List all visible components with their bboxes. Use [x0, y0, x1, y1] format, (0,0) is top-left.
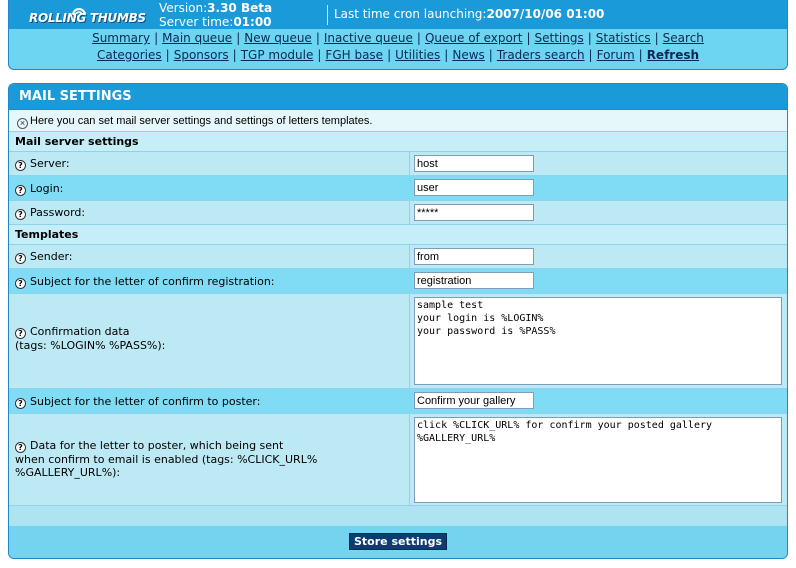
row-confirmation-data: [9, 294, 787, 389]
header-divider: [327, 5, 328, 25]
nav-queue-of-export[interactable]: Queue of export: [424, 31, 523, 45]
subject-registration-label: Subject for the letter of confirm registration:: [30, 275, 275, 288]
confirmation-label: Confirmation data: [30, 325, 130, 338]
nav-traders-search[interactable]: Traders search: [496, 48, 585, 62]
help-icon[interactable]: ?: [15, 185, 26, 196]
confirmation-data-textarea[interactable]: [414, 297, 782, 385]
login-input[interactable]: [414, 179, 534, 196]
row-sender: [9, 245, 787, 269]
cron-value: 2007/10/06 01:00: [486, 7, 605, 21]
row-subject-poster: [9, 389, 787, 414]
nav-row-2: Categories | Sponsors | TGP module | FGH base | Utilities | News | Traders search | Forum | Refresh: [96, 48, 700, 62]
poster-data-label: Data for the letter to poster, which being sent: [30, 439, 284, 452]
nav-summary[interactable]: Summary: [92, 31, 151, 45]
subject-registration-input[interactable]: [414, 272, 534, 289]
nav-fgh-base[interactable]: FGH base: [325, 48, 384, 62]
row-subject-registration: [9, 269, 787, 294]
nav-sponsors[interactable]: Sponsors: [173, 48, 229, 62]
nav-tgp-module[interactable]: TGP module: [240, 48, 314, 62]
cron-label: Last time cron launching:: [334, 7, 487, 21]
button-bar: [9, 526, 787, 558]
info-close-icon[interactable]: ×: [17, 118, 28, 129]
login-label: Login:: [30, 182, 64, 195]
info-bar: [9, 110, 787, 132]
sender-label: Sender:: [30, 250, 73, 263]
poster-data-textarea[interactable]: [414, 417, 782, 503]
sender-input[interactable]: [414, 248, 534, 265]
section-templates: Templates: [9, 225, 787, 245]
server-time-label: Server time:: [159, 15, 234, 29]
mail-settings-panel: [8, 83, 788, 559]
version-label: Version:: [159, 1, 208, 15]
panel-title: MAIL SETTINGS: [9, 84, 787, 110]
nav-settings[interactable]: Settings: [534, 31, 584, 45]
section-mail-server: Mail server settings: [9, 132, 787, 152]
info-text: Here you can set mail server settings and settings of letters templates.: [30, 115, 373, 127]
version-info: [159, 1, 272, 29]
header: [8, 0, 788, 70]
nav-inactive-queue[interactable]: Inactive queue: [323, 31, 413, 45]
nav-new-queue[interactable]: New queue: [244, 31, 312, 45]
nav-news[interactable]: News: [452, 48, 485, 62]
password-input[interactable]: [414, 204, 534, 221]
version-value: 3.30 Beta: [207, 1, 273, 15]
server-label: Server:: [30, 157, 70, 170]
nav-statistics[interactable]: Statistics: [595, 31, 651, 45]
nav-row-1: Summary | Main queue | New queue | Inactive queue | Queue of export | Settings | Statistics | Search: [92, 31, 704, 45]
help-icon[interactable]: ?: [15, 278, 26, 289]
server-time-value: 01:00: [233, 15, 272, 29]
subject-poster-input[interactable]: [414, 392, 534, 409]
row-poster-data: [9, 414, 787, 506]
help-icon[interactable]: ?: [15, 209, 26, 220]
store-settings-button[interactable]: Store settings: [349, 533, 447, 550]
server-input[interactable]: [414, 155, 534, 172]
poster-data-label-2: when confirm to email is enabled (tags: %CLICK_URL%: [15, 453, 318, 466]
nav-categories[interactable]: Categories: [96, 48, 162, 62]
nav-utilities[interactable]: Utilities: [395, 48, 441, 62]
nav-search[interactable]: Search: [662, 31, 704, 45]
help-icon[interactable]: ?: [15, 160, 26, 171]
nav-main-queue[interactable]: Main queue: [162, 31, 233, 45]
row-password: [9, 201, 787, 225]
subject-poster-label: Subject for the letter of confirm to poster:: [30, 395, 261, 408]
confirmation-tags-label: (tags: %LOGIN% %PASS%):: [15, 339, 166, 352]
help-icon[interactable]: ?: [15, 442, 26, 453]
help-icon[interactable]: ?: [15, 328, 26, 339]
password-label: Password:: [30, 206, 86, 219]
nav-forum[interactable]: Forum: [596, 48, 635, 62]
poster-data-label-3: %GALLERY_URL%):: [15, 466, 121, 479]
logo[interactable]: [19, 3, 159, 27]
logo-text: ROLLING THUMBS: [29, 11, 146, 25]
help-icon[interactable]: ?: [15, 253, 26, 264]
help-icon[interactable]: ?: [15, 398, 26, 409]
cron-info: [334, 7, 604, 21]
row-login: [9, 176, 787, 201]
row-server: [9, 152, 787, 176]
nav-refresh[interactable]: Refresh: [646, 48, 700, 62]
header-top-bar: [9, 0, 787, 29]
